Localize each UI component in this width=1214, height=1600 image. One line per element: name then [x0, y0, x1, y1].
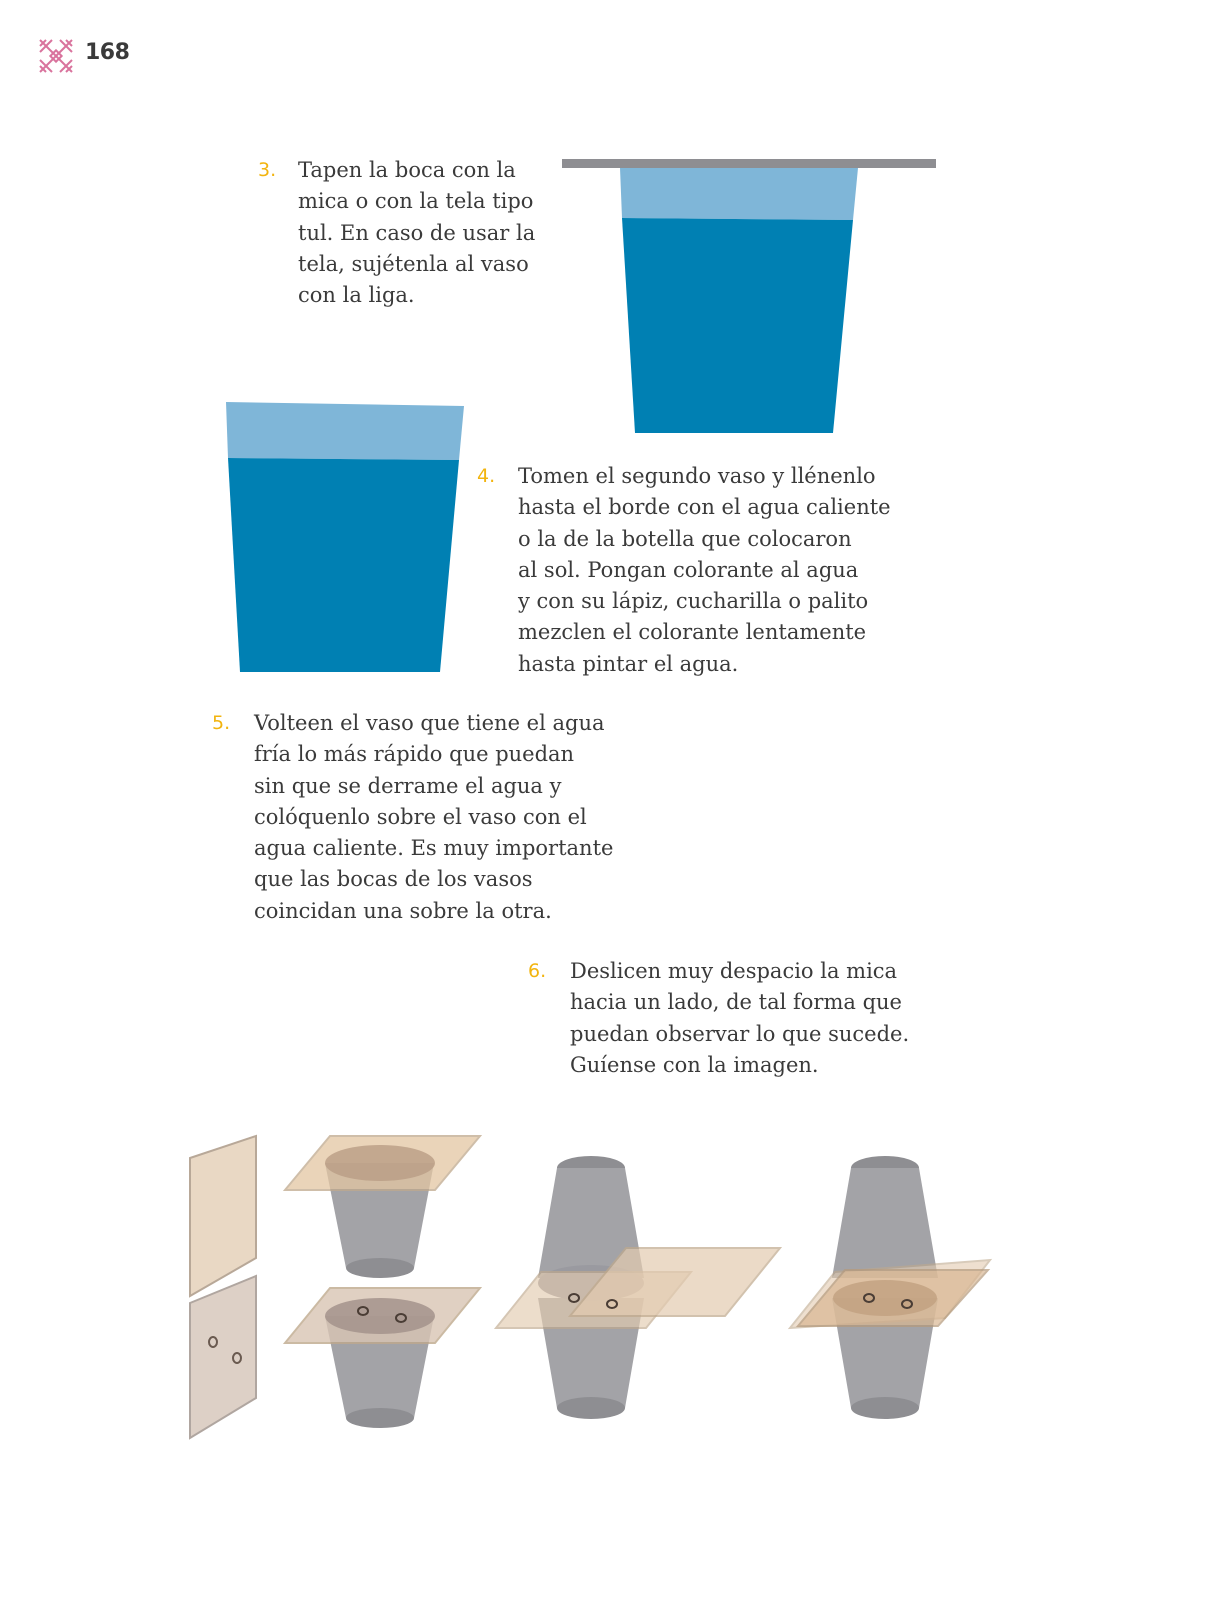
step-text: Deslicen muy despacio la mica hacia un lado, de tal forma que puedan observar lo que sucede. Guíense con la imagen.	[570, 959, 910, 1077]
step-number: 4.	[477, 465, 496, 487]
step-number: 6.	[528, 960, 547, 982]
glass-top-water	[226, 402, 464, 460]
sliding-mica-sequence-illustration	[180, 1128, 1000, 1448]
page-number: 168	[85, 40, 130, 65]
step-text: Volteen el vaso que tiene el agua fría lo más rápido que puedan sin que se derrame el agua y colóquenlo sobre el vaso con el agua caliente. Es muy importante que las bocas de los vasos coincidan una sobre la otra.	[254, 711, 614, 923]
step-4	[477, 461, 907, 681]
mica-lid	[562, 159, 936, 168]
step-number: 3.	[258, 159, 277, 181]
step-number: 5.	[212, 712, 231, 734]
glass-water	[228, 458, 459, 672]
glass-water	[622, 218, 853, 433]
step-text: Tapen la boca con la mica o con la tela tipo tul. En caso de usar la tela, sujétenla al vaso con la liga.	[298, 158, 536, 308]
pink-star-ornament-icon	[38, 38, 74, 74]
stacked-cups-sliding	[496, 1156, 780, 1419]
step-5	[212, 708, 632, 928]
step-6	[528, 956, 928, 1086]
stacked-cups-aligned	[790, 1156, 990, 1419]
step-text: Tomen el segundo vaso y llénenlo hasta el borde con el agua caliente o la de la botella que colocaron al sol. Pongan colorante al agua y con su lápiz, cucharilla o palito mezclen el colorante lentamente hasta pintar el agua.	[518, 464, 891, 676]
step-3	[258, 155, 558, 315]
glass-top-water	[620, 168, 858, 220]
filled-glass-illustration	[222, 400, 470, 675]
covered-cups-separate	[285, 1136, 480, 1428]
mica-sheets	[190, 1136, 256, 1438]
covered-glass-illustration	[560, 155, 940, 440]
